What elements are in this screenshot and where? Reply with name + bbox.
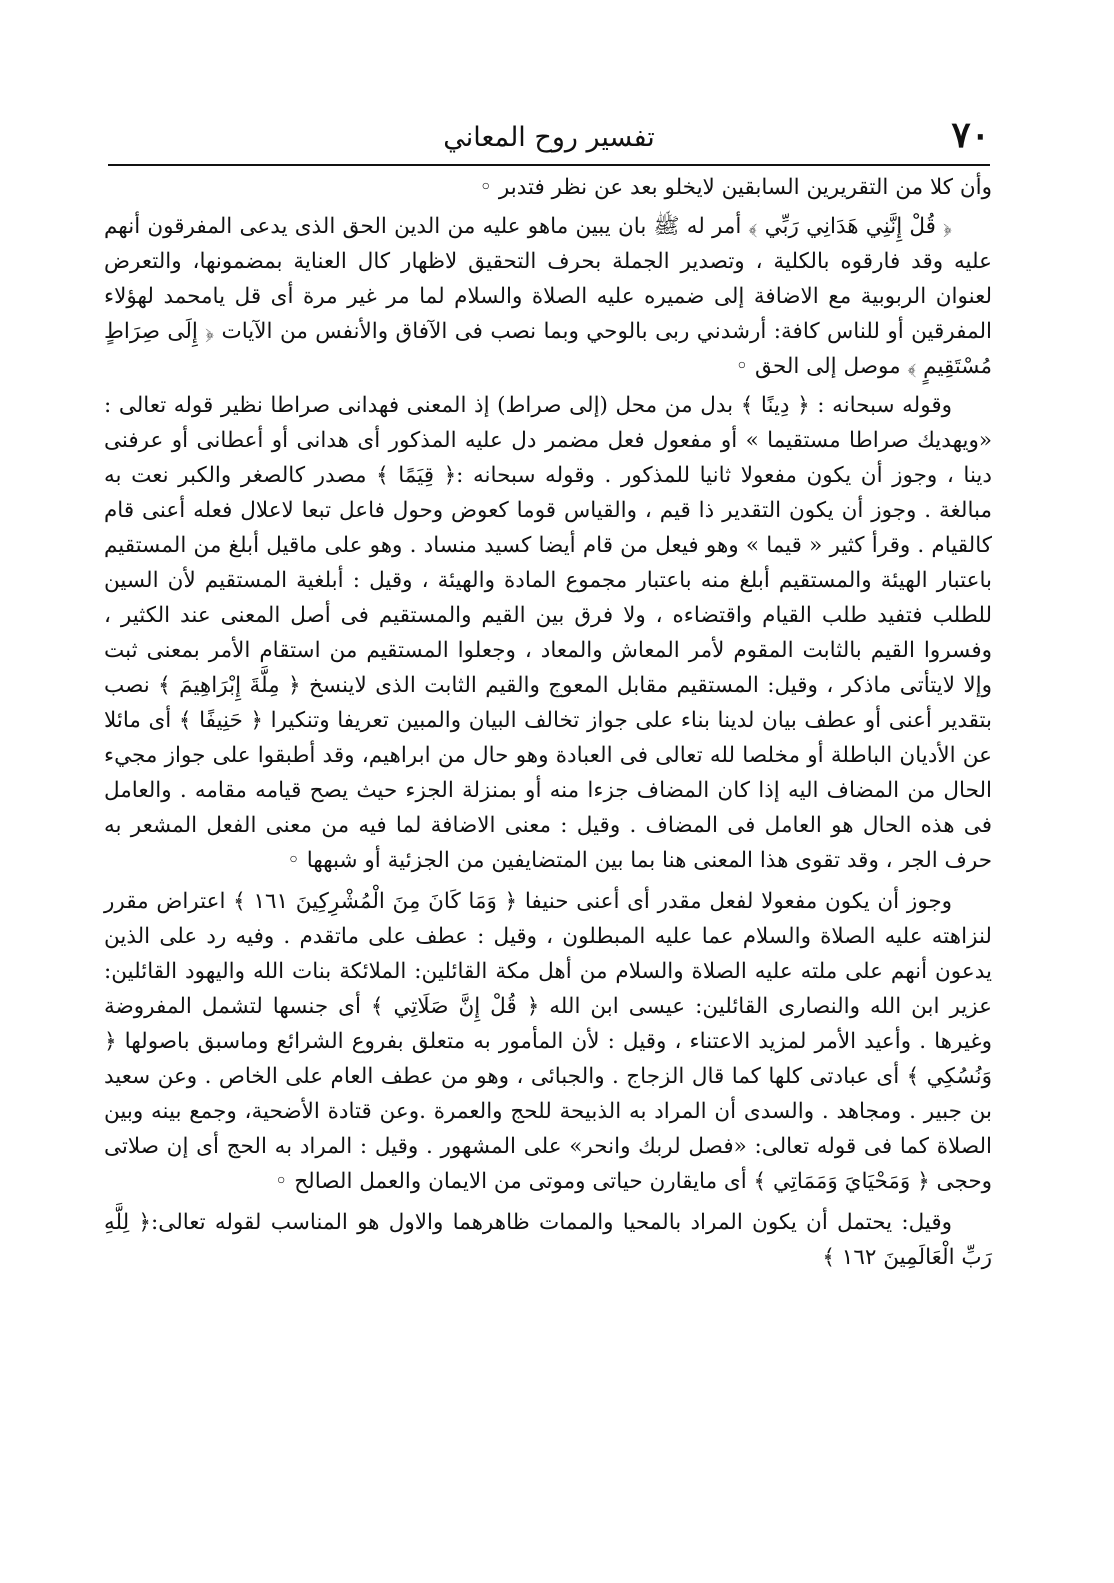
paragraph: وقيل: يحتمل أن يكون المراد بالمحيا والممات ظاهرهما والاول هو المناسب لقوله تعالى:﴿ لِلَّهِ رَبِّ الْعَالَمِينَ ١٦٢ ﴾ (104, 1210, 992, 1270)
page-header (108, 112, 990, 162)
header-divider (108, 164, 990, 166)
paragraph: وجوز أن يكون مفعولا لفعل مقدر أى أعنى حنيفا ﴿ وَمَا كَانَ مِنَ الْمُشْرِكِينَ ١٦١ ﴾ اعتراض مقرر لنزاهته عليه الصلاة والسلام عما عليه المبطلون ، وقيل : عطف على ماتقدم . وفيه رد على الذين يدعون أنهم على ملته عليه الصلاة والسلام من أهل مكة القائلين: الملائكة بنات الله واليهود القائلين: عزير ابن الله والنصارى القائلين: عيسى ابن الله ﴿ قُلْ إِنَّ صَلَاتِي ﴾ أى جنسها لتشمل المفروضة وغيرها . وأعيد الأمر لمزيد الاعتناء ، وقيل : لأن المأمور به متعلق بفروع الشرائع وماسبق باصولها ﴿ وَنُسُكِي ﴾ أى عبادتى كلها كما قال الزجاج . والجبائى ، وهو من عطف العام على الخاص . وعن سعيد بن جبير . ومجاهد . والسدى أن المراد به الذبيحة للحج والعمرة .وعن قتادة الأضحية، وجمع بينه وبين الصلاة كما فى قوله تعالى: «فصل لربك وانحر» على المشهور . وقيل : المراد به الحج أى إن صلاتى وحجى ﴿ وَمَحْيَايَ وَمَمَاتِي ﴾ أى مايقارن حياتى وموتى من الايمان والعمل الصالح ◦ (104, 889, 992, 1194)
paragraph: ﴿ قُلْ إِنَّنِي هَدَانِي رَبِّي ﴾ أمر له ﷺ بان يبين ماهو عليه من الدين الحق الذى يدعى المفرقون أنهم عليه وقد فارقوه بالكلية ، وتصدير الجملة بحرف التحقيق لاظهار كال العناية بمضمونها، والتعرض لعنوان الربوبية مع الاضافة إلى ضميره عليه الصلاة والسلام لما مر غير مرة أى قل يامحمد لهؤلاء المفرقين أو للناس كافة: أرشدني ربى بالوحي وبما نصب فى الآفاق والأنفس من الآيات ﴿ إِلَى صِرَاطٍ مُسْتَقِيمٍ ﴾ موصل إلى الحق ◦ (104, 214, 992, 379)
book-title: تفسير روح المعاني (443, 122, 655, 153)
page-number: ٧٠ (951, 114, 990, 156)
paragraph: وأن كلا من التقريرين السابقين لايخلو بعد عن نظر فتدبر ◦ (479, 175, 992, 200)
page-body (104, 170, 992, 1279)
paragraph: وقوله سبحانه : ﴿ دِينًا ﴾ بدل من محل (إلى صراط) إذ المعنى فهدانى صراطا نظير قوله تعالى : «ويهديك صراطا مستقيما » أو مفعول فعل مضمر دل عليه المذكور أى هدانى أو أعطانى أو عرفنى دينا ، وجوز أن يكون مفعولا ثانيا للمذكور . وقوله سبحانه :﴿ قِيَمًا ﴾ مصدر كالصغر والكبر نعت به مبالغة . وجوز أن يكون التقدير ذا قيم ، والقياس قوما كعوض وحول فاعل تبعا لاعلال فعله أعنى قام كالقيام . وقرأ كثير « قيما » وهو فيعل من قام أيضا كسيد منساد . وهو على ماقيل أبلغ من المستقيم باعتبار الهيئة والمستقيم أبلغ منه باعتبار مجموع المادة والهيئة ، وقيل : أبلغية المستقيم لأن السين للطلب فتفيد طلب القيام واقتضاءه ، ولا فرق بين القيم والمستقيم فى أصل المعنى عند الكثير ، وفسروا القيم بالثابت المقوم لأمر المعاش والمعاد ، وجعلوا المستقيم من استقام الأمر بمعنى ثبت وإلا لايتأتى ماذكر ، وقيل: المستقيم مقابل المعوج والقيم الثابت الذى لاينسخ ﴿ مِلَّةَ إِبْرَاهِيمَ ﴾ نصب بتقدير أعنى أو عطف بيان لدينا بناء على جواز تخالف البيان والمبين تعريفا وتنكيرا ﴿ حَنِيفًا ﴾ أى مائلا عن الأديان الباطلة أو مخلصا لله تعالى فى العبادة وهو حال من ابراهيم، وقد أطبقوا على جواز مجيء الحال من المضاف اليه إذا كان المضاف جزءا منه أو بمنزلة الجزء حيث يصح قيامه مقامه . والعامل فى هذه الحال هو العامل فى المضاف . وقيل : معنى الاضافة لما فيه من معنى الفعل المشعر به حرف الجر ، وقد تقوى هذا المعنى هنا بما بين المتضايفين من الجزئية أو شبهها ◦ (104, 393, 992, 873)
